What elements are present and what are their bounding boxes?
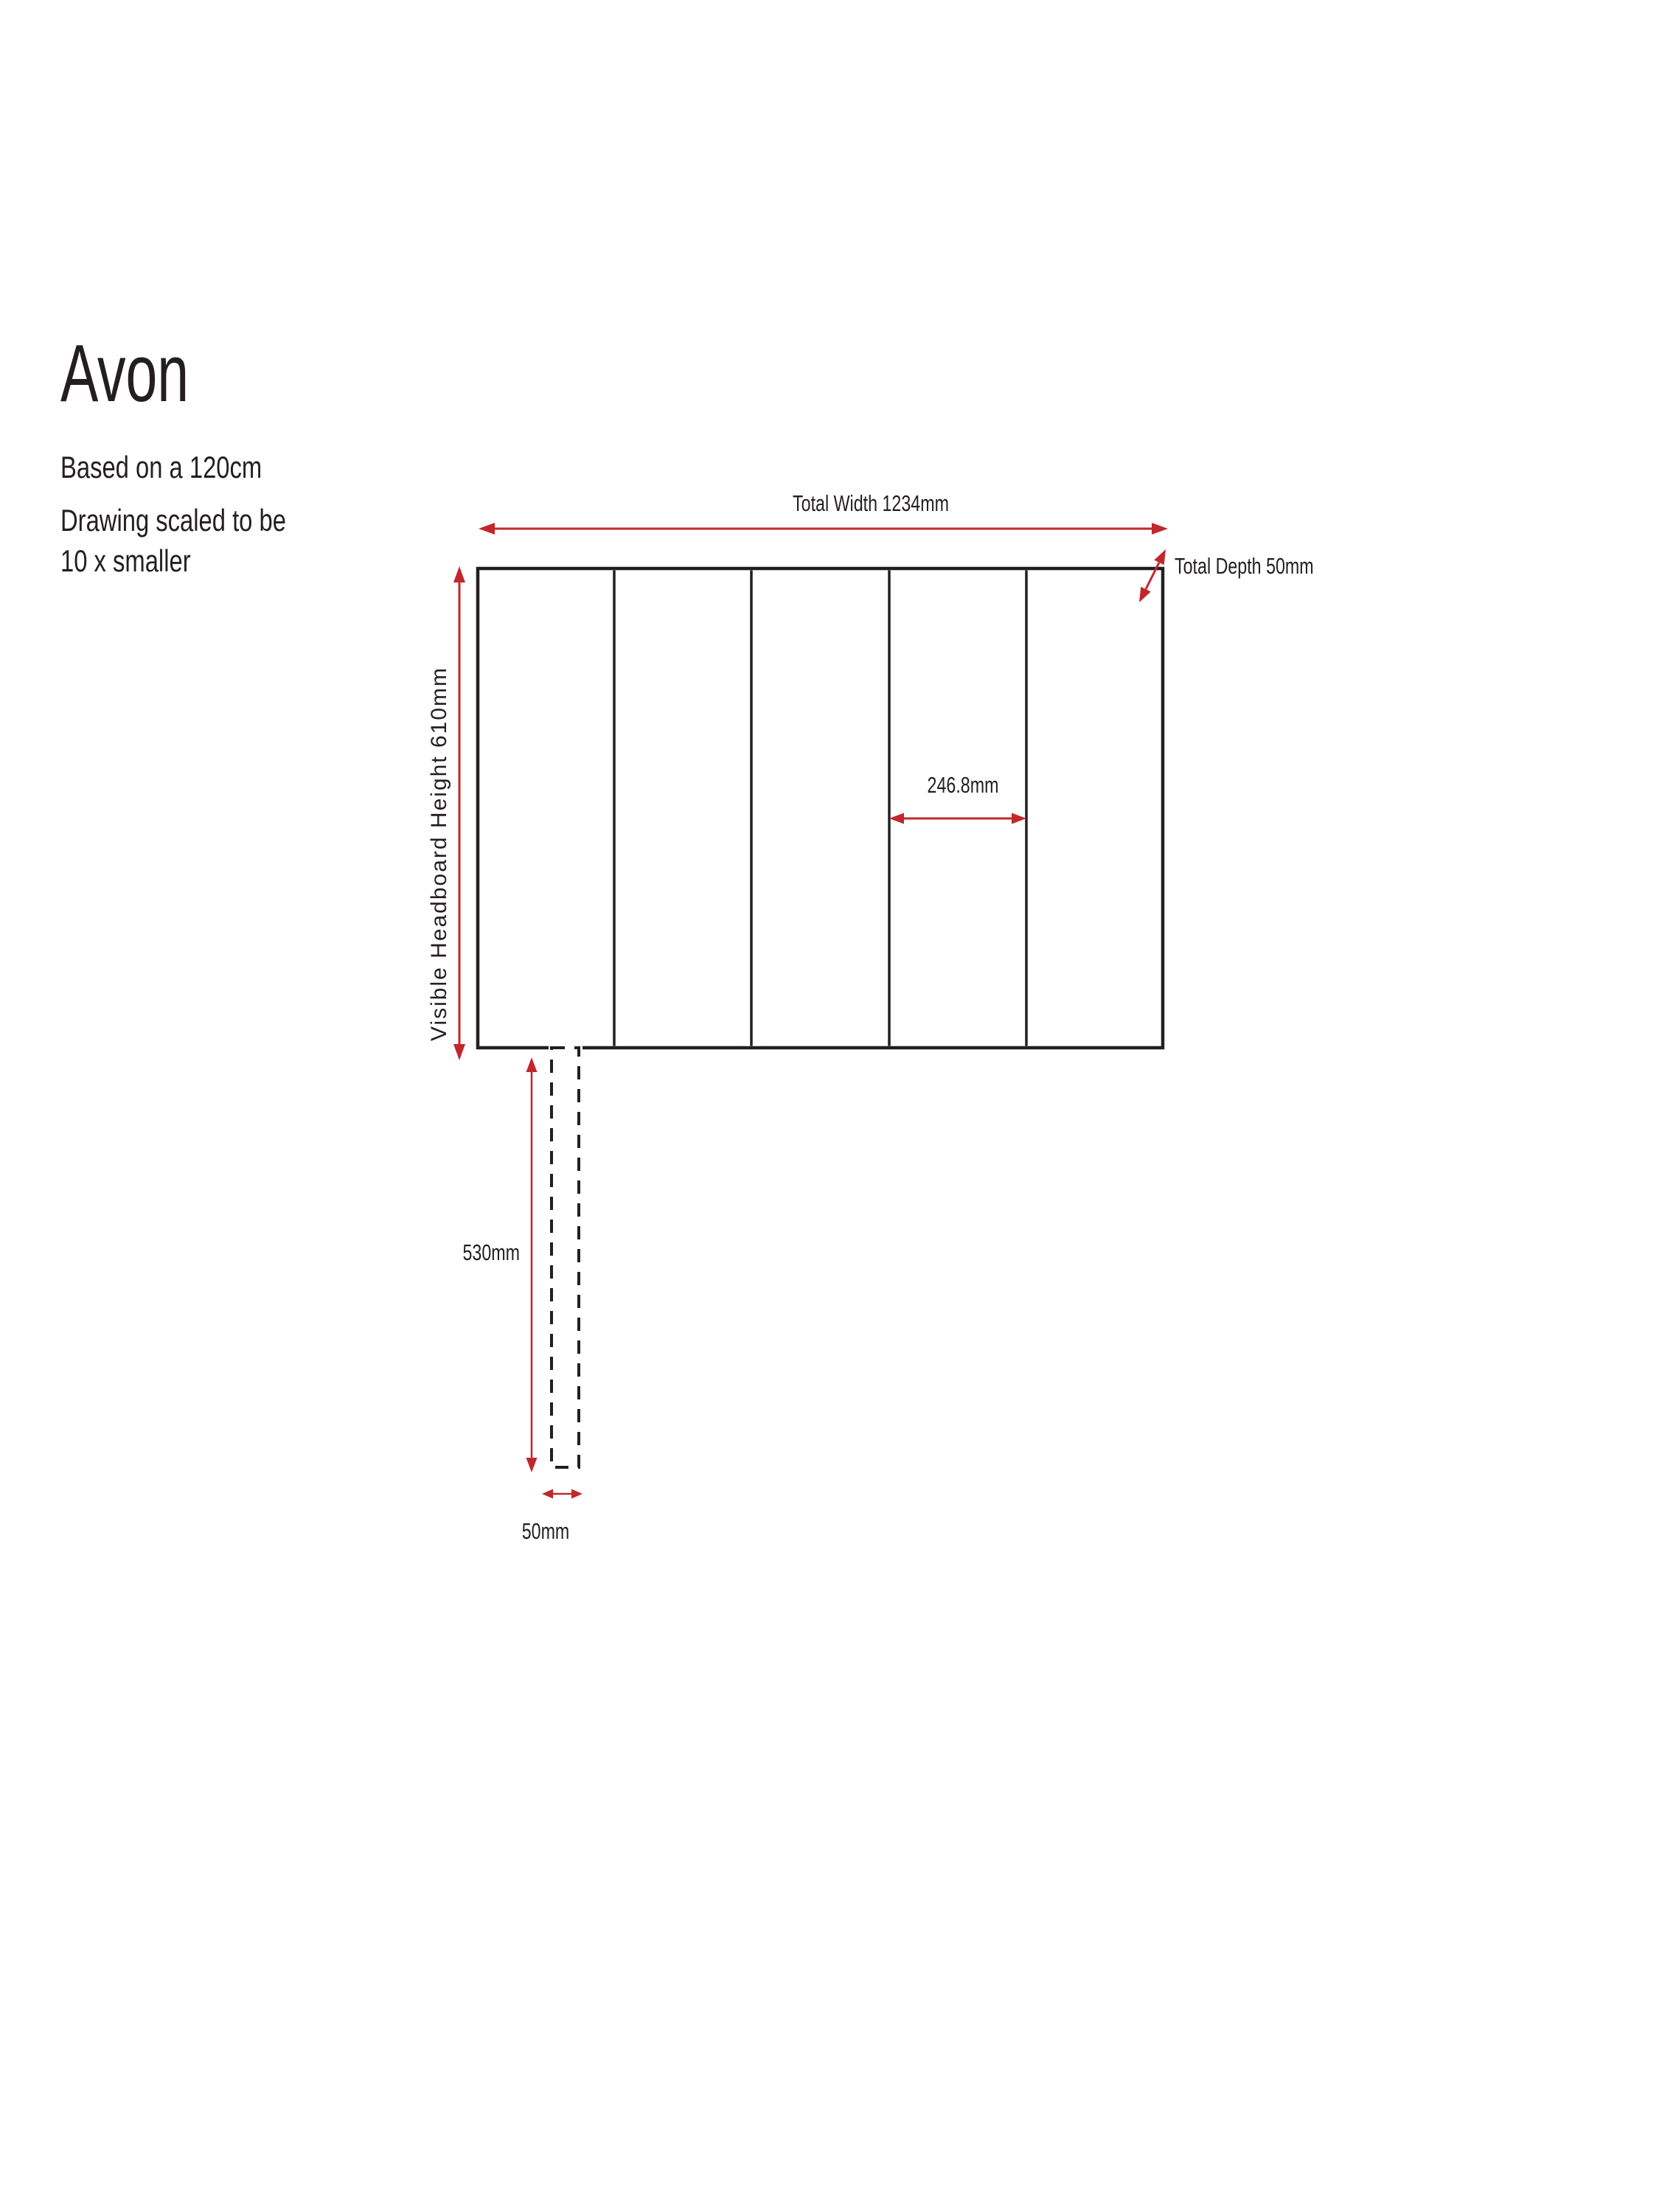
- scale-note-line-1: Drawing scaled to be: [60, 503, 286, 538]
- total-width-arrow: [479, 523, 1168, 535]
- leg-width-arrow: [542, 1489, 582, 1499]
- drawing-canvas: Avon Based on a 120cm Drawing scaled to be 10 x smaller Total Width 1234mm Total Depth 50mm Visible Headboard Height 610mm 246.8mm 530mm 50mm: [0, 0, 1659, 2212]
- size-note: Based on a 120cm: [60, 450, 262, 484]
- panel-width-arrow: [889, 813, 1026, 824]
- arrowhead-left-icon: [479, 523, 495, 535]
- leg-outline: [552, 1048, 579, 1467]
- arrowhead-down-icon: [526, 1458, 538, 1472]
- product-title: Avon: [60, 328, 189, 419]
- arrowhead-up-icon: [526, 1057, 538, 1072]
- headboard-outline: [478, 568, 1163, 1048]
- arrowhead-down-left-icon: [1139, 587, 1151, 602]
- scale-note-line-2: 10 x smaller: [60, 543, 191, 578]
- arrowhead-up-right-icon: [1154, 549, 1166, 565]
- arrowhead-left-icon: [889, 813, 904, 824]
- arrowhead-right-icon: [1012, 813, 1026, 824]
- panel-dividers: [614, 571, 1026, 1046]
- arrowhead-right-icon: [571, 1489, 582, 1499]
- arrowhead-up-icon: [453, 566, 465, 582]
- arrowhead-right-icon: [1152, 523, 1168, 535]
- arrowhead-left-icon: [542, 1489, 553, 1499]
- arrowhead-down-icon: [453, 1044, 465, 1060]
- leg-height-arrow: [526, 1057, 538, 1472]
- visible-height-arrow: [453, 566, 465, 1060]
